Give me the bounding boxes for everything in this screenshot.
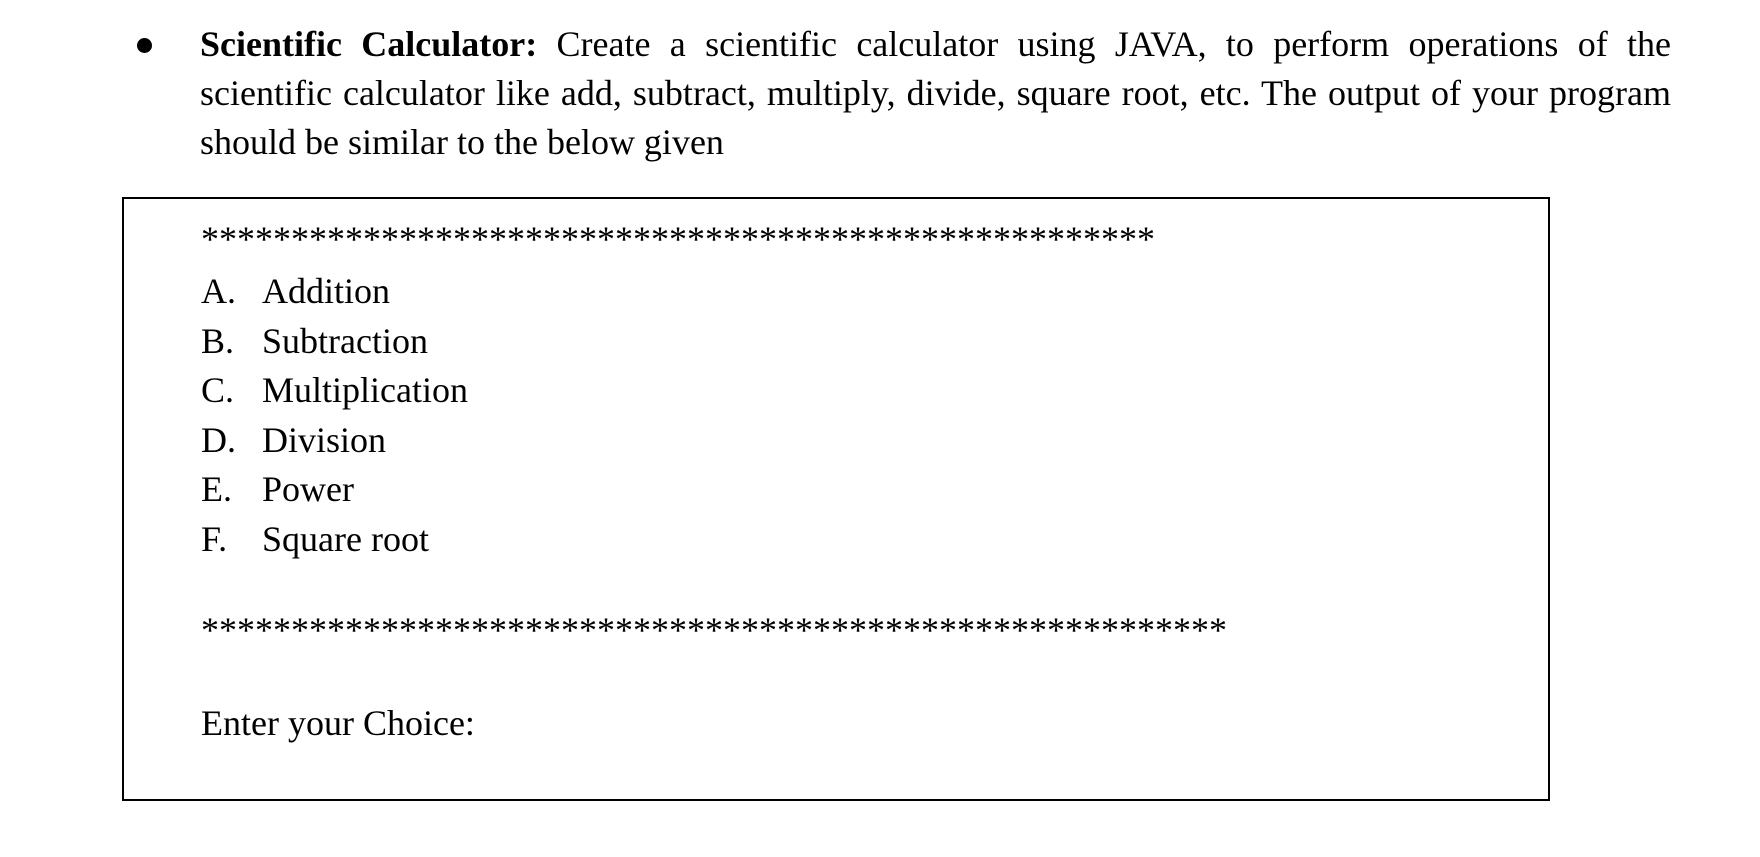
- bullet-dot-icon: [137, 38, 152, 53]
- stars-divider-top: *****************************************************: [201, 219, 1155, 259]
- menu-item-label: Subtraction: [262, 320, 428, 361]
- menu-item-multiplication: [201, 366, 468, 416]
- menu-item-label: Addition: [262, 271, 391, 311]
- choice-prompt: Enter your Choice:: [201, 703, 475, 743]
- menu-item-subtraction: [201, 317, 468, 367]
- menu-item-addition: [201, 267, 468, 317]
- menu-item-label: Multiplication: [262, 370, 468, 410]
- menu-item-label: Power: [262, 469, 354, 509]
- menu-item-letter: D.: [201, 419, 236, 460]
- sample-output-box: [122, 197, 1550, 801]
- bullet-title: Scientific Calculator:: [200, 24, 538, 64]
- menu-item-letter: E.: [201, 469, 232, 509]
- menu-item-letter: A.: [201, 271, 236, 311]
- menu-item-label: Square root: [262, 518, 429, 559]
- bullet-text: [200, 20, 1671, 167]
- stars-divider-bottom: *********************************************************: [201, 610, 1227, 650]
- bullet-body: Create a scientific calculator using JAVA, to perform operations of the scientific calculator like add, subtract, multiply, divide, square root, etc. The output of your program should be similar to the below given: [200, 24, 1672, 162]
- menu-item-square-root: [201, 515, 468, 565]
- menu-item-letter: F.: [201, 518, 228, 559]
- menu-item-letter: B.: [201, 320, 235, 361]
- menu-item-power: [201, 465, 468, 515]
- menu-item-division: [201, 416, 468, 466]
- menu-list: [201, 267, 468, 564]
- menu-item-letter: C.: [201, 370, 235, 410]
- menu-item-label: Division: [262, 419, 387, 460]
